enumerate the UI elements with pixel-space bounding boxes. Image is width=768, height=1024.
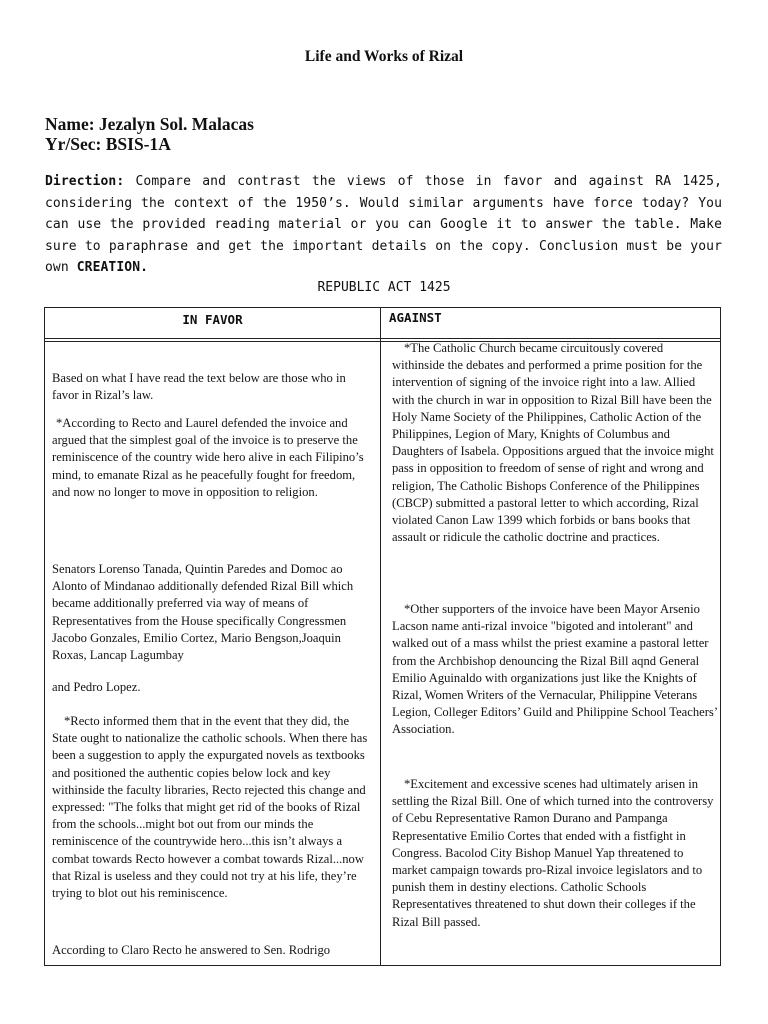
- table-title: REPUBLIC ACT 1425: [317, 280, 451, 295]
- comparison-table: [44, 307, 721, 966]
- favor-paragraph: Based on what I have read the text below are those who in favor in Rizal’s law.: [52, 371, 346, 403]
- student-name: Name: Jezalyn Sol. Malacas: [45, 114, 254, 134]
- direction-text: Compare and contrast the views of those in favor and against RA 1425, considering the context of the 1950’s. Would similar arguments have force today? You can use the provided reading material or you can Google it to answer the table. Make sure to paraphrase and get the important details on the copy. Conclusion must be your own: [45, 174, 722, 275]
- direction-paragraph: [45, 171, 722, 279]
- against-paragraph: *Excitement and excessive scenes had ultimately arisen in settling the Rizal Bill. One of which turned into the controversy of Cebu Representative Ramon Durano and Pampanga Representative Emilio Cortes that ended with a fistfight in Congress. Bacolod City Bishop Manuel Yap threatened to market campaign towards pro-Rizal invoice legislators and to punish them in destiny elections. Catholic Schools Representatives threatened to shut down their colleges if the Rizal Bill passed.: [392, 777, 714, 929]
- header-in-favor: IN FAVOR: [182, 312, 243, 327]
- column-divider: [380, 308, 381, 965]
- favor-paragraph: *Recto informed them that in the event that they did, the State ought to nationalize the catholic schools. When there has been a suggestion to apply the expurgated novels as textbooks and positioned the authentic copies below lock and key withinside the faculty libraries, Recto rejected this change and expressed: "The folks that might get rid of the books of Rizal from the schools...might bot out from our minds the reminiscence of the countrywide hero...this isn’t always a combat towards Recto however a combat towards Rizal...now that Rizal is useless and they could not try at his life, they’re trying to blot out his reminiscence.: [52, 714, 368, 901]
- header-against: AGAINST: [389, 310, 442, 325]
- header-divider: [45, 338, 720, 339]
- favor-paragraph: *According to Recto and Laurel defended the invoice and argued that the simplest goal of the invoice is to preserve the reminiscence of the country wide hero alive in each Filipino’s mind, to emanate Rizal as he peacefully fought for freedom, and now no longer to move in opposition to religion.: [52, 416, 364, 499]
- against-paragraph: *The Catholic Church became circuitously covered withinside the debates and performed a prime position for the intervention of signing of the invoice right into a law. Allied with the church in war in opposition to Rizal Bill have been the Holy Name Society of the Philippines, Catholic Action of the Philippines, Legion of Mary, Knights of Columbus and Daughters of Isabela. Oppositions argued that the invoice might pass in opposition to freedom of sense of right and wrong and religion, The Catholic Bishops Conference of the Philippines (CBCP) submitted a pastoral letter to which according, Rizal violated Canon Law 1399 which forbids or bans books that assault or ridicule the catholic doctrine and practices.: [392, 341, 714, 545]
- favor-paragraph: and Pedro Lopez.: [52, 680, 141, 694]
- against-paragraph: *Other supporters of the invoice have been Mayor Arsenio Lacson name anti-rizal invoice "bigoted and intolerant" and walked out of a mass whilst the priest examine a pastoral letter from the Archbishop denouncing the Rizal Bill aqnd General Emilio Aguinaldo with organizations just like the Knights of Rizal, Women Writers of the Vernacular, Philippine Veterans Legion, Colleger Editors’ Guild and Philippine School Teachers’ Association.: [392, 602, 718, 737]
- direction-emphasis: CREATION.: [76, 260, 149, 275]
- year-section: Yr/Sec: BSIS-1A: [45, 134, 171, 154]
- favor-paragraph: Senators Lorenso Tanada, Quintin Paredes and Domoc ao Alonto of Mindanao additionally defended Rizal Bill which became additionally preferred via way of means of Representatives from the House specifically Congressmen Jacobo Gonzales, Emilio Cortez, Mario Bengson,Joaquin Roxas, Lancap Lagumbay: [52, 562, 354, 663]
- favor-paragraph: According to Claro Recto he answered to Sen. Rodrigo: [52, 943, 331, 957]
- direction-label: Direction:: [45, 174, 125, 189]
- document-title: Life and Works of Rizal: [304, 48, 464, 65]
